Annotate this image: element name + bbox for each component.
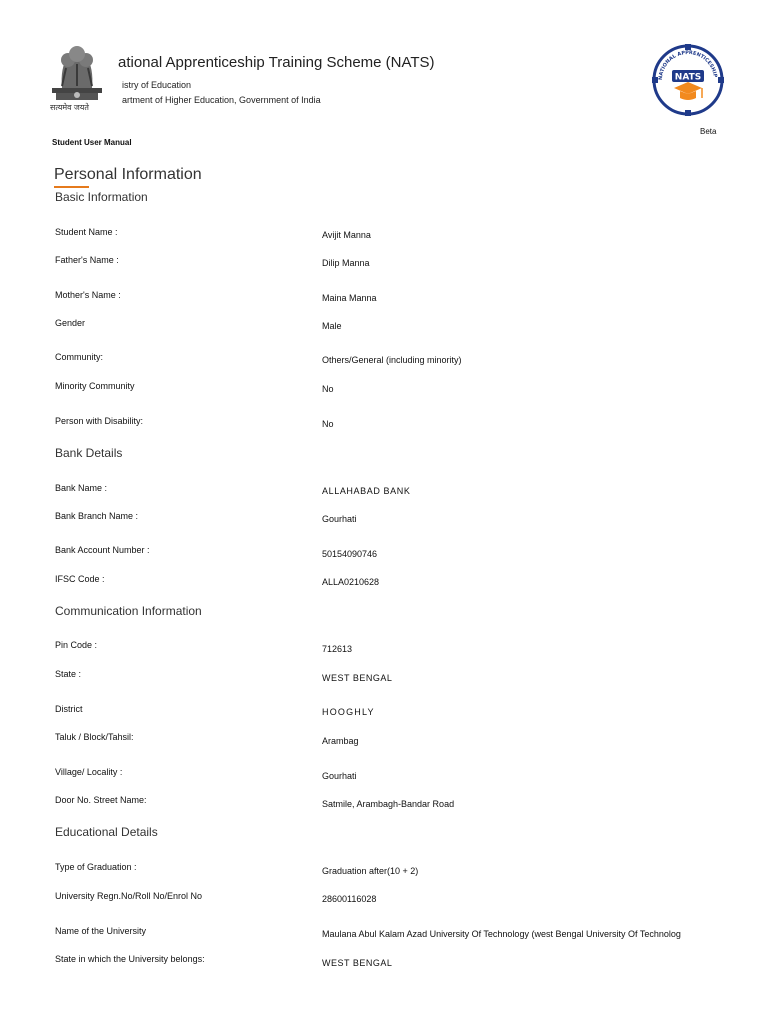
ifsc-code-value: ALLA0210628 (322, 577, 380, 587)
village-locality-value: Gourhati (322, 771, 357, 781)
ifsc-code-label: IFSC Code : (55, 574, 105, 584)
door-street-label: Door No. Street Name: (55, 795, 147, 805)
ministry-text: istry of Education (122, 80, 192, 90)
bank-name-value: ALLAHABAD BANK (322, 486, 411, 496)
district-label: District (55, 704, 83, 714)
minority-community-value: No (322, 384, 334, 394)
department-text: artment of Higher Education, Government of India (122, 95, 321, 105)
bank-branch-value: Gourhati (322, 514, 357, 524)
father-name-value: Dilip Manna (322, 258, 370, 268)
student-name-value: Avijit Manna (322, 230, 371, 240)
gender-label: Gender (55, 318, 86, 328)
section-bank-details: Bank Details (55, 446, 123, 460)
community-label: Community: (55, 352, 104, 362)
father-name-label: Father's Name : (55, 255, 119, 265)
bank-account-label: Bank Account Number : (55, 545, 150, 555)
bank-branch-label: Bank Branch Name : (55, 511, 139, 521)
beta-label: Beta (700, 127, 717, 136)
district-value: HOOGHLY (322, 707, 375, 717)
section-basic-information: Basic Information (55, 190, 148, 204)
university-regn-value: 28600116028 (322, 894, 377, 904)
student-name-label: Student Name : (55, 227, 118, 237)
university-state-label: State in which the University belongs: (55, 954, 205, 964)
university-regn-label: University Regn.No/Roll No/Enrol No (55, 891, 203, 901)
mother-name-label: Mother's Name : (55, 290, 121, 300)
bank-name-label: Bank Name : (55, 483, 108, 493)
scheme-title: ational Apprenticeship Training Scheme (NATS) (118, 54, 435, 71)
disability-label: Person with Disability: (55, 416, 144, 426)
bank-account-value: 50154090746 (322, 549, 378, 559)
logo-arc-text: NATIONAL APPRENTICESHIP (657, 49, 718, 81)
university-name-label: Name of the University (55, 926, 147, 936)
nats-logo-icon (650, 42, 726, 118)
minority-community-label: Minority Community (55, 381, 135, 391)
national-emblem-icon (42, 38, 112, 120)
page-title: Personal Information (54, 166, 202, 183)
village-locality-label: Village/ Locality : (55, 767, 123, 777)
emblem-caption: सत्यमेव जयते (50, 103, 89, 112)
disability-value: No (322, 419, 334, 429)
manual-title: Student User Manual (52, 138, 132, 147)
section-educational-details: Educational Details (55, 825, 158, 839)
graduation-type-value: Graduation after(10 + 2) (322, 866, 419, 876)
taluk-label: Taluk / Block/Tahsil: (55, 732, 134, 742)
section-communication-information: Communication Information (55, 604, 202, 618)
logo-text: NATS (674, 72, 702, 83)
community-value: Others/General (including minority) (322, 355, 462, 365)
pin-code-value: 712613 (322, 644, 353, 654)
university-state-value: WEST BENGAL (322, 958, 393, 968)
heading-underline (54, 186, 89, 188)
state-label: State : (55, 669, 82, 679)
graduation-type-label: Type of Graduation : (55, 862, 137, 872)
state-value: WEST BENGAL (322, 673, 393, 683)
mother-name-value: Maina Manna (322, 293, 377, 303)
door-street-value: Satmile, Arambagh-Bandar Road (322, 799, 455, 809)
pin-code-label: Pin Code : (55, 640, 98, 650)
taluk-value: Arambag (322, 736, 359, 746)
university-name-value: Maulana Abul Kalam Azad University Of Technology (west Bengal University Of Technolog (322, 929, 681, 939)
gender-value: Male (322, 321, 342, 331)
